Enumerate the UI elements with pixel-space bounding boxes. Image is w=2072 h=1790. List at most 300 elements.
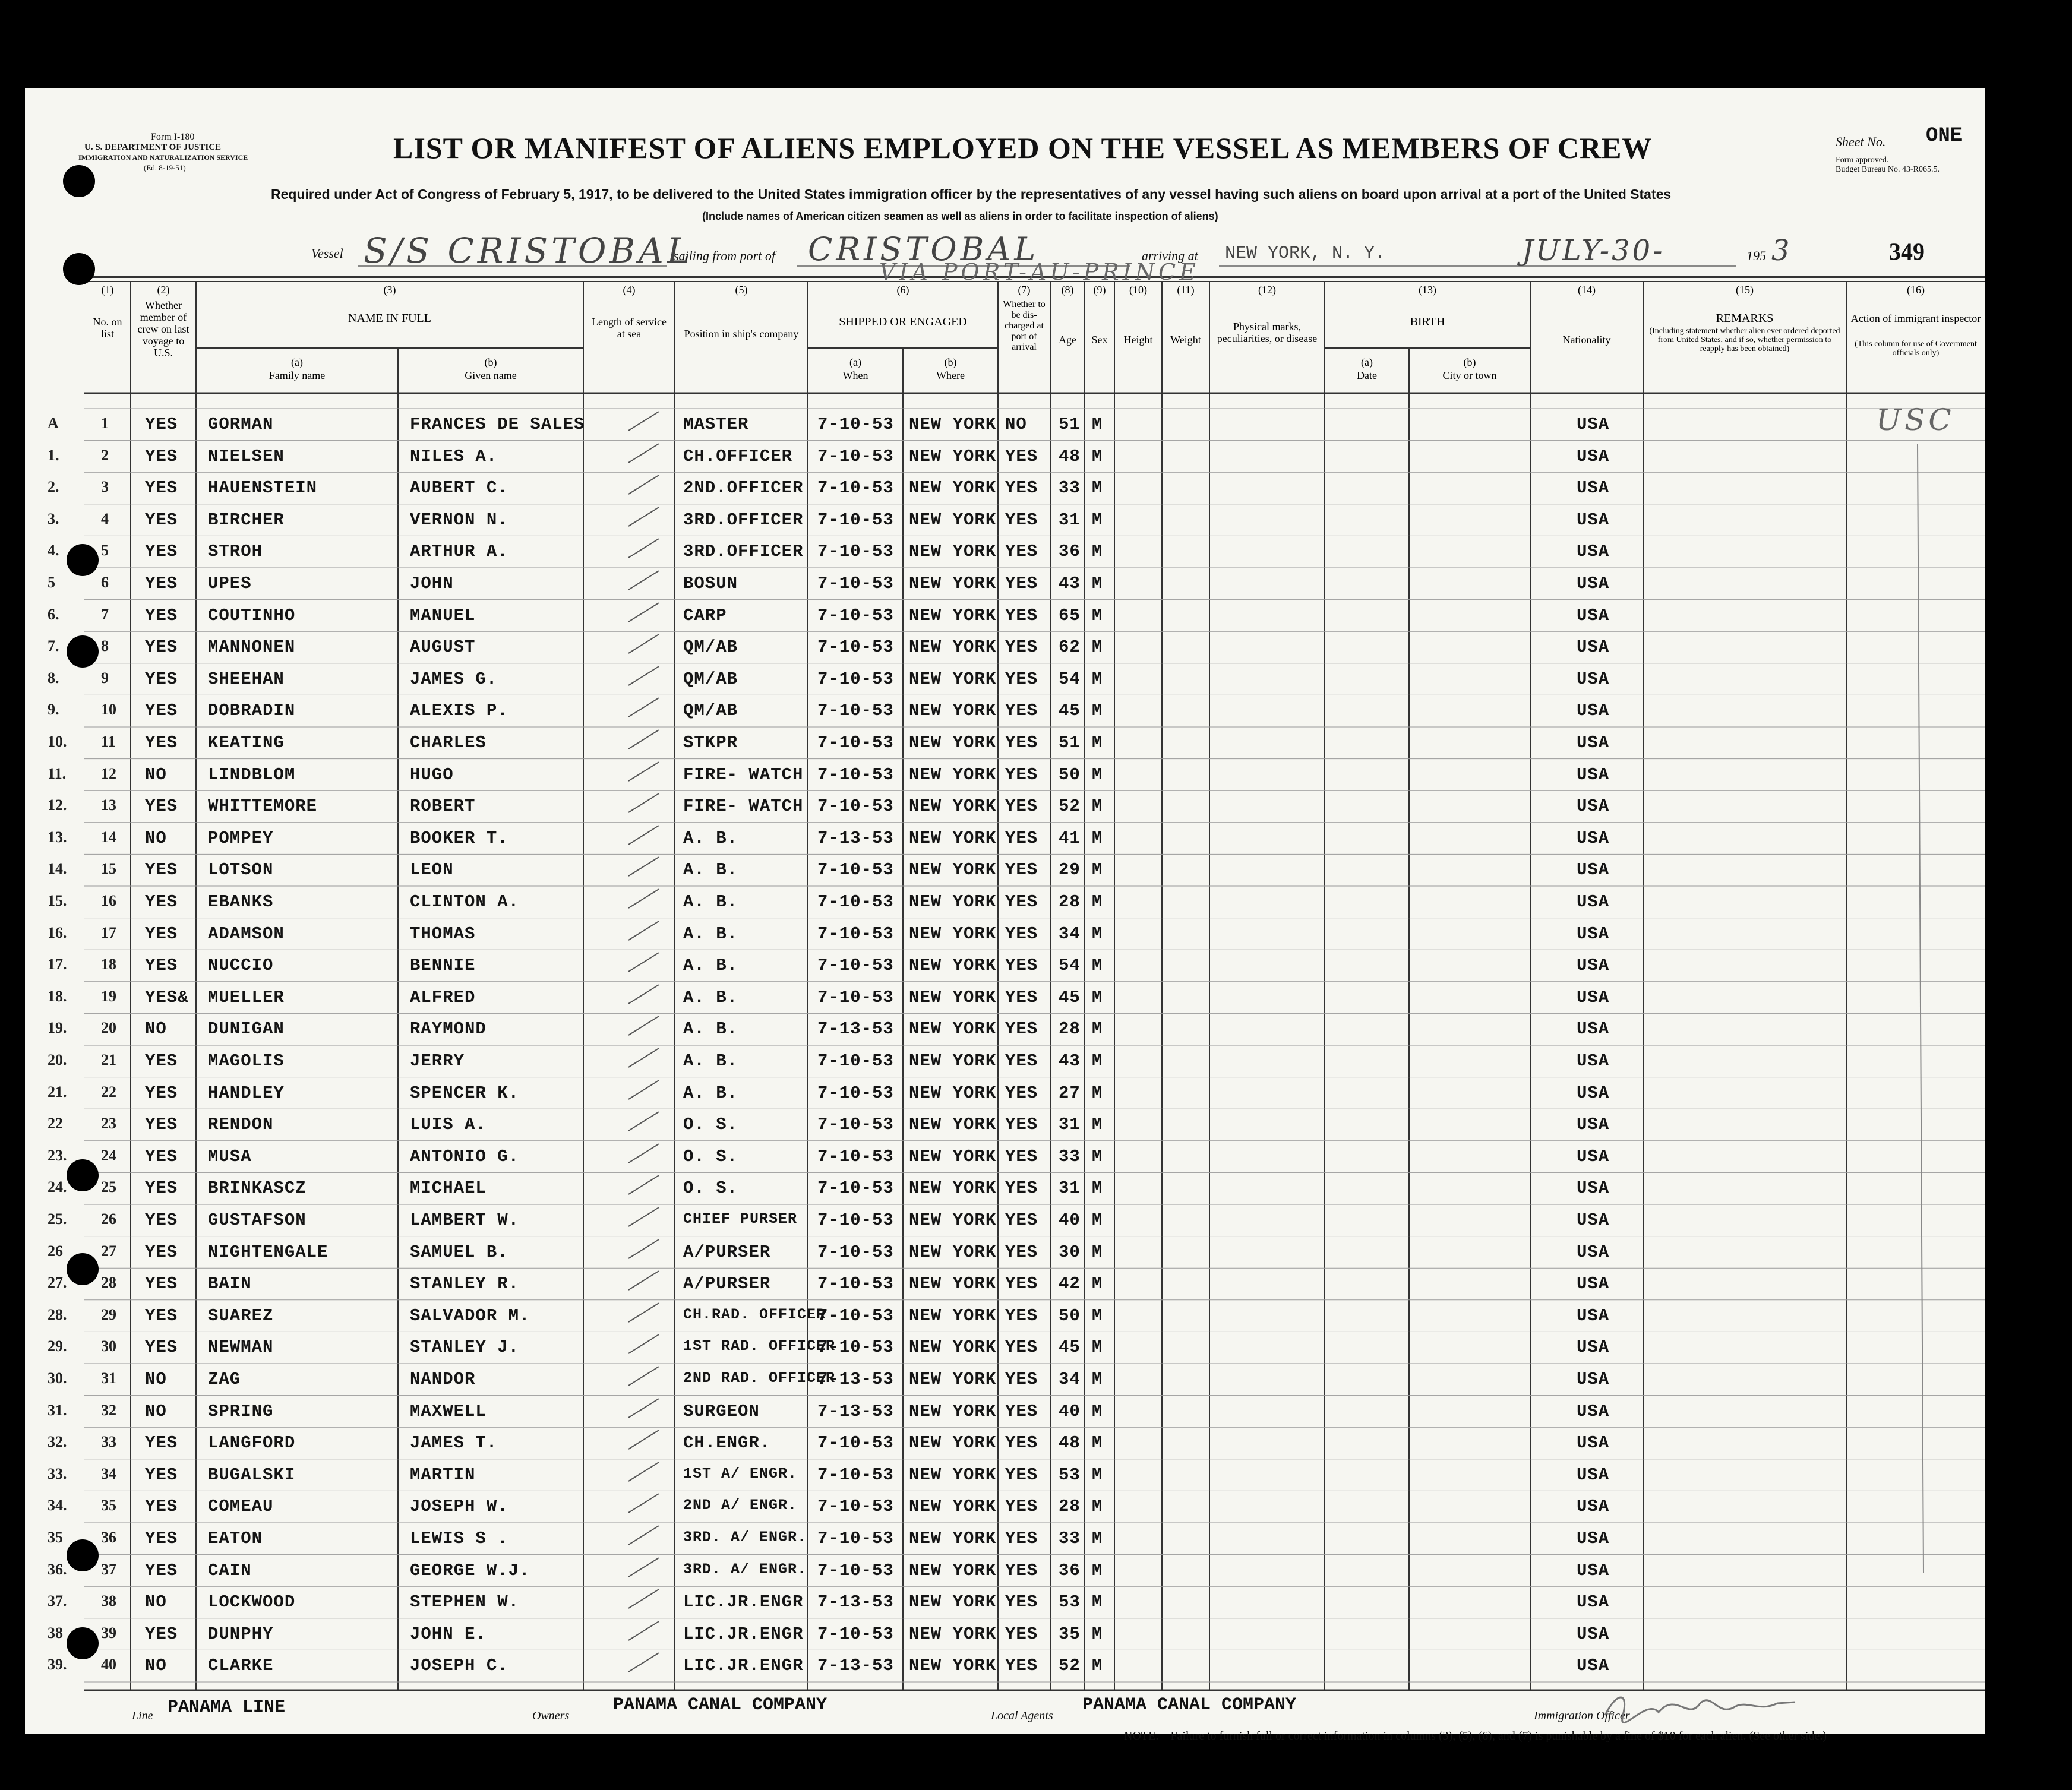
cell-sex: M [1092,1465,1103,1485]
crew-row [25,631,1985,663]
cell-where: NEW YORK [909,1592,997,1612]
cell-margin: 30. [48,1370,67,1387]
col-3b-letter: (b) [484,356,497,368]
cell-nat: USA [1577,924,1610,944]
cell-no: 2 [101,446,109,464]
cell-given: JOSEPH C. [410,1656,508,1676]
cell-crew: NO [145,1019,167,1039]
owners-name: PANAMA CANAL COMPANY [613,1695,827,1715]
cell-crew: YES [145,892,178,912]
cell-family: GORMAN [208,415,274,434]
service-tick-mark [628,602,659,622]
budget-bureau: Budget Bureau No. 43-R065.5. [1836,165,1940,174]
cell-crew: YES [145,1337,178,1358]
col-14-label: Nationality [1562,334,1611,346]
cell-nat: USA [1577,669,1610,689]
crew-row [25,854,1985,886]
cell-where: NEW YORK [909,1401,997,1421]
cell-age: 43 [1059,1051,1081,1071]
cell-nat: USA [1577,415,1610,434]
manifest-sheet [25,88,1985,1742]
cell-nat: USA [1577,1433,1610,1453]
cell-nat: USA [1577,1337,1610,1358]
cell-nat: USA [1577,1178,1610,1198]
cell-age: 42 [1059,1274,1081,1294]
col-16-note: (This column for use of Government officials only) [1855,340,1977,358]
cell-when: 7-13-53 [817,828,894,848]
cell-given: ALFRED [410,987,476,1007]
cell-margin: 13. [48,828,67,846]
service-tick-mark [628,1016,659,1036]
punch-hole [67,544,99,576]
cell-disch: YES [1005,1337,1038,1358]
cell-age: 52 [1059,1656,1081,1676]
cell-position: LIC.JR.ENGR [683,1656,804,1676]
cell-given: JOHN [410,574,454,593]
cell-where: NEW YORK [909,828,997,848]
cell-given: NILES A. [410,446,498,466]
cell-disch: YES [1005,1497,1038,1517]
crew-row [25,759,1985,791]
cell-crew: YES [145,669,178,689]
service-tick-mark [628,761,659,781]
cell-when: 7-10-53 [817,892,894,912]
cell-age: 52 [1059,796,1081,817]
col-1-label: No. on list [93,316,122,340]
col-12-label: Physical marks, peculiarities, or disease [1217,321,1318,344]
cell-given: JERRY [410,1051,465,1071]
service-tick-mark [628,793,659,813]
cell-given: STANLEY R. [410,1274,520,1294]
cell-no: 1 [101,415,109,432]
cell-margin: 2. [48,478,59,496]
officer-signature [1599,1685,1801,1727]
cell-nat: USA [1577,542,1610,562]
cell-disch: YES [1005,1401,1038,1421]
cell-where: NEW YORK [909,796,997,817]
cell-position: 3RD. A/ ENGR. [683,1560,807,1578]
cell-margin: 20. [48,1051,67,1068]
service-tick-mark [628,729,659,749]
crew-row [25,918,1985,950]
punch-hole [67,635,99,668]
cell-family: BIRCHER [208,510,285,530]
cell-given: VERNON N. [410,510,508,530]
cell-no: 32 [101,1401,116,1419]
cell-given: MARTIN [410,1465,476,1485]
cell-position: A. B. [683,1051,738,1071]
col-4-label: Length of service at sea [592,316,667,340]
crew-row [25,1618,1985,1650]
cell-nat: USA [1577,733,1610,752]
cell-family: STROH [208,542,263,562]
cell-family: NIGHTENGALE [208,1242,329,1262]
cell-margin: 25. [48,1210,67,1228]
col-7-number: (7) [1018,284,1031,296]
cell-age: 45 [1059,701,1081,721]
cell-family: RENDON [208,1115,274,1135]
col-13b-label: City or town [1442,369,1497,381]
cell-when: 7-10-53 [817,1433,894,1453]
service-tick-mark [628,1302,659,1322]
cell-position: O. S. [683,1178,738,1198]
owners-label: Owners [532,1709,570,1722]
line-name: PANAMA LINE [168,1697,286,1718]
cell-margin: 3. [48,510,59,527]
cell-no: 38 [101,1592,116,1610]
cell-disch: YES [1005,510,1038,530]
cell-disch: YES [1005,574,1038,593]
cell-given: ARTHUR A. [410,542,508,562]
cell-where: NEW YORK [909,1656,997,1676]
cell-margin: 39. [48,1656,67,1674]
cell-no: 35 [101,1497,116,1514]
cell-when: 7-13-53 [817,1592,894,1612]
cell-family: CAIN [208,1560,252,1580]
cell-when: 7-13-53 [817,1370,894,1389]
service-tick-mark [628,1207,659,1226]
col-14-number: (14) [1578,284,1596,296]
service-tick-mark [628,443,659,463]
crew-row [25,1077,1985,1109]
col-11-number: (11) [1177,284,1195,296]
service-tick-mark [628,1621,659,1640]
vessel-label: Vessel [311,246,343,261]
form-dept: U. S. DEPARTMENT OF JUSTICE [84,143,222,152]
col-4-number: (4) [623,284,636,296]
cell-nat: USA [1577,1370,1610,1389]
cell-crew: YES [145,1274,178,1294]
cell-no: 28 [101,1274,116,1292]
cell-no: 17 [101,924,116,941]
crew-row [25,441,1985,473]
cell-where: NEW YORK [909,701,997,721]
punch-hole [67,1159,99,1191]
service-tick-mark [628,857,659,877]
cell-nat: USA [1577,1656,1610,1676]
cell-where: NEW YORK [909,987,997,1007]
cell-no: 31 [101,1370,116,1387]
cell-given: JOHN E. [410,1624,487,1644]
crew-row [25,409,1985,441]
cell-when: 7-10-53 [817,764,894,785]
cell-sex: M [1092,1083,1103,1103]
cell-margin: 28. [48,1305,67,1323]
cell-no: 21 [101,1051,116,1068]
cell-age: 36 [1059,542,1081,562]
line-label: Line [132,1709,153,1722]
crew-row [25,1396,1985,1428]
cell-sex: M [1092,892,1103,912]
cell-crew: YES [145,1305,178,1326]
col-6b-label: Where [936,369,965,381]
cell-position: A. B. [683,828,738,848]
cell-when: 7-13-53 [817,1656,894,1676]
cell-where: NEW YORK [909,764,997,785]
cell-sex: M [1092,574,1103,593]
crew-row [25,1427,1985,1459]
cell-margin: 12. [48,796,67,814]
cell-disch: YES [1005,669,1038,689]
cell-given: FRANCES DE SALES [410,415,585,434]
service-tick-mark [628,1462,659,1481]
cell-no: 24 [101,1146,116,1164]
cell-sex: M [1092,1305,1103,1326]
cell-sex: M [1092,1592,1103,1612]
cell-nat: USA [1577,701,1610,721]
cell-when: 7-10-53 [817,733,894,752]
cell-family: EATON [208,1529,263,1548]
cell-no: 20 [101,1019,116,1037]
crew-row [25,1364,1985,1396]
col-3-label: NAME IN FULL [348,312,431,325]
cell-nat: USA [1577,956,1610,976]
vessel-name: S/S CRISTOBAL [364,230,694,271]
col-1-number: (1) [101,284,114,296]
cell-where: NEW YORK [909,478,997,498]
cell-no: 33 [101,1433,116,1451]
cell-family: HAUENSTEIN [208,478,318,498]
col-7-label: Whether to be dis-charged at port of arrival [1003,299,1046,352]
col-9-number: (9) [1093,284,1106,296]
service-tick-mark [628,1112,659,1131]
stamp-number: 349 [1889,238,1925,265]
cell-nat: USA [1577,1624,1610,1644]
cell-given: STEPHEN W. [410,1592,520,1612]
cell-position: A. B. [683,1019,738,1039]
cell-sex: M [1092,1656,1103,1676]
cell-nat: USA [1577,1305,1610,1326]
service-tick-mark [628,539,659,558]
cell-crew: YES [145,415,178,434]
cell-where: NEW YORK [909,1274,997,1294]
cell-age: 31 [1059,1115,1081,1135]
cell-age: 51 [1059,733,1081,752]
cell-when: 7-10-53 [817,605,894,625]
cell-position: QM/AB [683,669,738,689]
cell-family: BAIN [208,1274,252,1294]
cell-age: 33 [1059,478,1081,498]
cell-where: NEW YORK [909,1497,997,1517]
cell-family: LANGFORD [208,1433,296,1453]
cell-sex: M [1092,764,1103,785]
cell-age: 28 [1059,892,1081,912]
cell-no: 19 [101,987,116,1005]
col-2-number: (2) [157,284,170,296]
cell-family: LOCKWOOD [208,1592,296,1612]
cell-disch: YES [1005,1433,1038,1453]
cell-position: BOSUN [683,574,738,593]
cell-disch: YES [1005,1465,1038,1485]
cell-position: 1ST A/ ENGR. [683,1465,798,1482]
cell-position: A. B. [683,956,738,976]
col-10-number: (10) [1129,284,1147,296]
cell-nat: USA [1577,478,1610,498]
cell-family: HANDLEY [208,1083,285,1103]
form-title: LIST OR MANIFEST OF ALIENS EMPLOYED ON THE VESSEL AS MEMBERS OF CREW [393,131,1653,165]
cell-margin: 37. [48,1592,67,1610]
cell-given: CHARLES [410,733,487,752]
cell-age: 40 [1059,1210,1081,1230]
cell-sex: M [1092,478,1103,498]
cell-given: GEORGE W.J. [410,1560,530,1580]
cell-sex: M [1092,510,1103,530]
cell-where: NEW YORK [909,574,997,593]
cell-where: NEW YORK [909,1465,997,1485]
cell-nat: USA [1577,1115,1610,1135]
cell-when: 7-10-53 [817,956,894,976]
cell-position: FIRE- WATCH [683,796,804,817]
cell-when: 7-10-53 [817,1305,894,1326]
cell-position: A/PURSER [683,1242,771,1262]
cell-where: NEW YORK [909,860,997,880]
cell-position: A. B. [683,987,738,1007]
crew-row [25,568,1985,600]
crew-row [25,1332,1985,1364]
cell-margin: 16. [48,924,67,941]
cell-position: SURGEON [683,1401,760,1421]
cell-given: JAMES T. [410,1433,498,1453]
cell-age: 48 [1059,1433,1081,1453]
cell-disch: YES [1005,1210,1038,1230]
cell-where: NEW YORK [909,1019,997,1039]
cell-given: LUIS A. [410,1115,487,1135]
cell-where: NEW YORK [909,1115,997,1135]
col-16-number: (16) [1907,284,1925,296]
cell-family: POMPEY [208,828,274,848]
cell-given: SPENCER K. [410,1083,520,1103]
cell-crew: YES [145,1560,178,1580]
cell-family: SUAREZ [208,1305,274,1326]
cell-given: CLINTON A. [410,892,520,912]
cell-age: 33 [1059,1529,1081,1548]
cell-margin: 24. [48,1178,67,1196]
cell-sex: M [1092,1178,1103,1198]
cell-crew: YES [145,1178,178,1198]
cell-disch: YES [1005,1656,1038,1676]
service-tick-mark [628,666,659,685]
cell-when: 7-10-53 [817,510,894,530]
cell-where: NEW YORK [909,924,997,944]
cell-margin: 23. [48,1146,67,1164]
cell-nat: USA [1577,828,1610,848]
cell-given: MICHAEL [410,1178,487,1198]
cell-where: NEW YORK [909,669,997,689]
cell-where: NEW YORK [909,733,997,752]
col-6-label: SHIPPED OR ENGAGED [839,315,967,328]
cell-where: NEW YORK [909,1051,997,1071]
cell-family: BUGALSKI [208,1465,296,1485]
cell-when: 7-10-53 [817,1146,894,1166]
cell-age: 51 [1059,415,1081,434]
cell-crew: YES [145,1051,178,1071]
crew-row [25,790,1985,823]
cell-sex: M [1092,1019,1103,1039]
cell-given: ANTONIO G. [410,1146,520,1166]
cell-age: 29 [1059,860,1081,880]
cell-position: CHIEF PURSER [683,1210,798,1228]
cell-sex: M [1092,669,1103,689]
cell-disch: YES [1005,987,1038,1007]
cell-crew: YES [145,510,178,530]
service-tick-mark [628,1175,659,1195]
cell-no: 29 [101,1305,116,1323]
cell-sex: M [1092,1242,1103,1262]
cell-no: 5 [101,542,109,559]
service-tick-mark [628,1366,659,1386]
cell-crew: NO [145,1370,167,1389]
cell-age: 43 [1059,574,1081,593]
cell-crew: YES [145,574,178,593]
cell-sex: M [1092,828,1103,848]
service-tick-mark [628,1557,659,1577]
cell-crew: NO [145,828,167,848]
cell-position: QM/AB [683,637,738,657]
cell-margin: 5 [48,574,55,591]
cell-when: 7-10-53 [817,1210,894,1230]
cell-where: NEW YORK [909,892,997,912]
cell-no: 37 [101,1560,116,1578]
cell-no: 30 [101,1337,116,1355]
cell-position: CH.OFFICER [683,446,793,466]
cell-when: 7-10-53 [817,796,894,817]
sheet-label: Sheet No. [1836,134,1886,149]
cell-margin: 10. [48,733,67,750]
cell-margin: 9. [48,701,59,719]
crew-row [25,1523,1985,1555]
cell-no: 15 [101,860,116,878]
cell-position: CH.RAD. OFFICER [683,1305,826,1323]
cell-no: 18 [101,956,116,973]
cell-family: NIELSEN [208,446,285,466]
crew-row [25,950,1985,982]
crew-row [25,1459,1985,1491]
cell-crew: YES [145,446,178,466]
cell-disch: YES [1005,1115,1038,1135]
cell-position: 2ND A/ ENGR. [683,1497,798,1514]
cell-nat: USA [1577,637,1610,657]
form-subtitle: Required under Act of Congress of February 5, 1917, to be delivered to the United States immigration officer by the representatives of any vessel having such aliens on board upon arrival at a port of the United States [271,186,1672,202]
cell-where: NEW YORK [909,1337,997,1358]
cell-given: NANDOR [410,1370,476,1389]
service-tick-mark [628,1653,659,1672]
cell-where: NEW YORK [909,605,997,625]
col-10-label: Height [1123,334,1153,346]
cell-nat: USA [1577,1210,1610,1230]
cell-sex: M [1092,701,1103,721]
cell-crew: YES [145,701,178,721]
crew-row [25,886,1985,918]
cell-where: NEW YORK [909,1560,997,1580]
cell-when: 7-10-53 [817,1465,894,1485]
cell-nat: USA [1577,1560,1610,1580]
service-tick-mark [628,1080,659,1099]
cell-given: LAMBERT W. [410,1210,520,1230]
col-13a-label: Date [1357,369,1377,381]
cell-position: 2ND.OFFICER [683,478,804,498]
cell-where: NEW YORK [909,1083,997,1103]
cell-crew: YES& [145,987,189,1007]
cell-margin: 18. [48,987,67,1005]
agents-name: PANAMA CANAL COMPANY [1082,1695,1297,1715]
service-tick-mark [628,1271,659,1291]
cell-disch: YES [1005,764,1038,785]
cell-margin: 22 [48,1115,63,1133]
cell-given: SAMUEL B. [410,1242,508,1262]
service-tick-mark [628,1589,659,1609]
cell-crew: YES [145,796,178,817]
cell-where: NEW YORK [909,1146,997,1166]
